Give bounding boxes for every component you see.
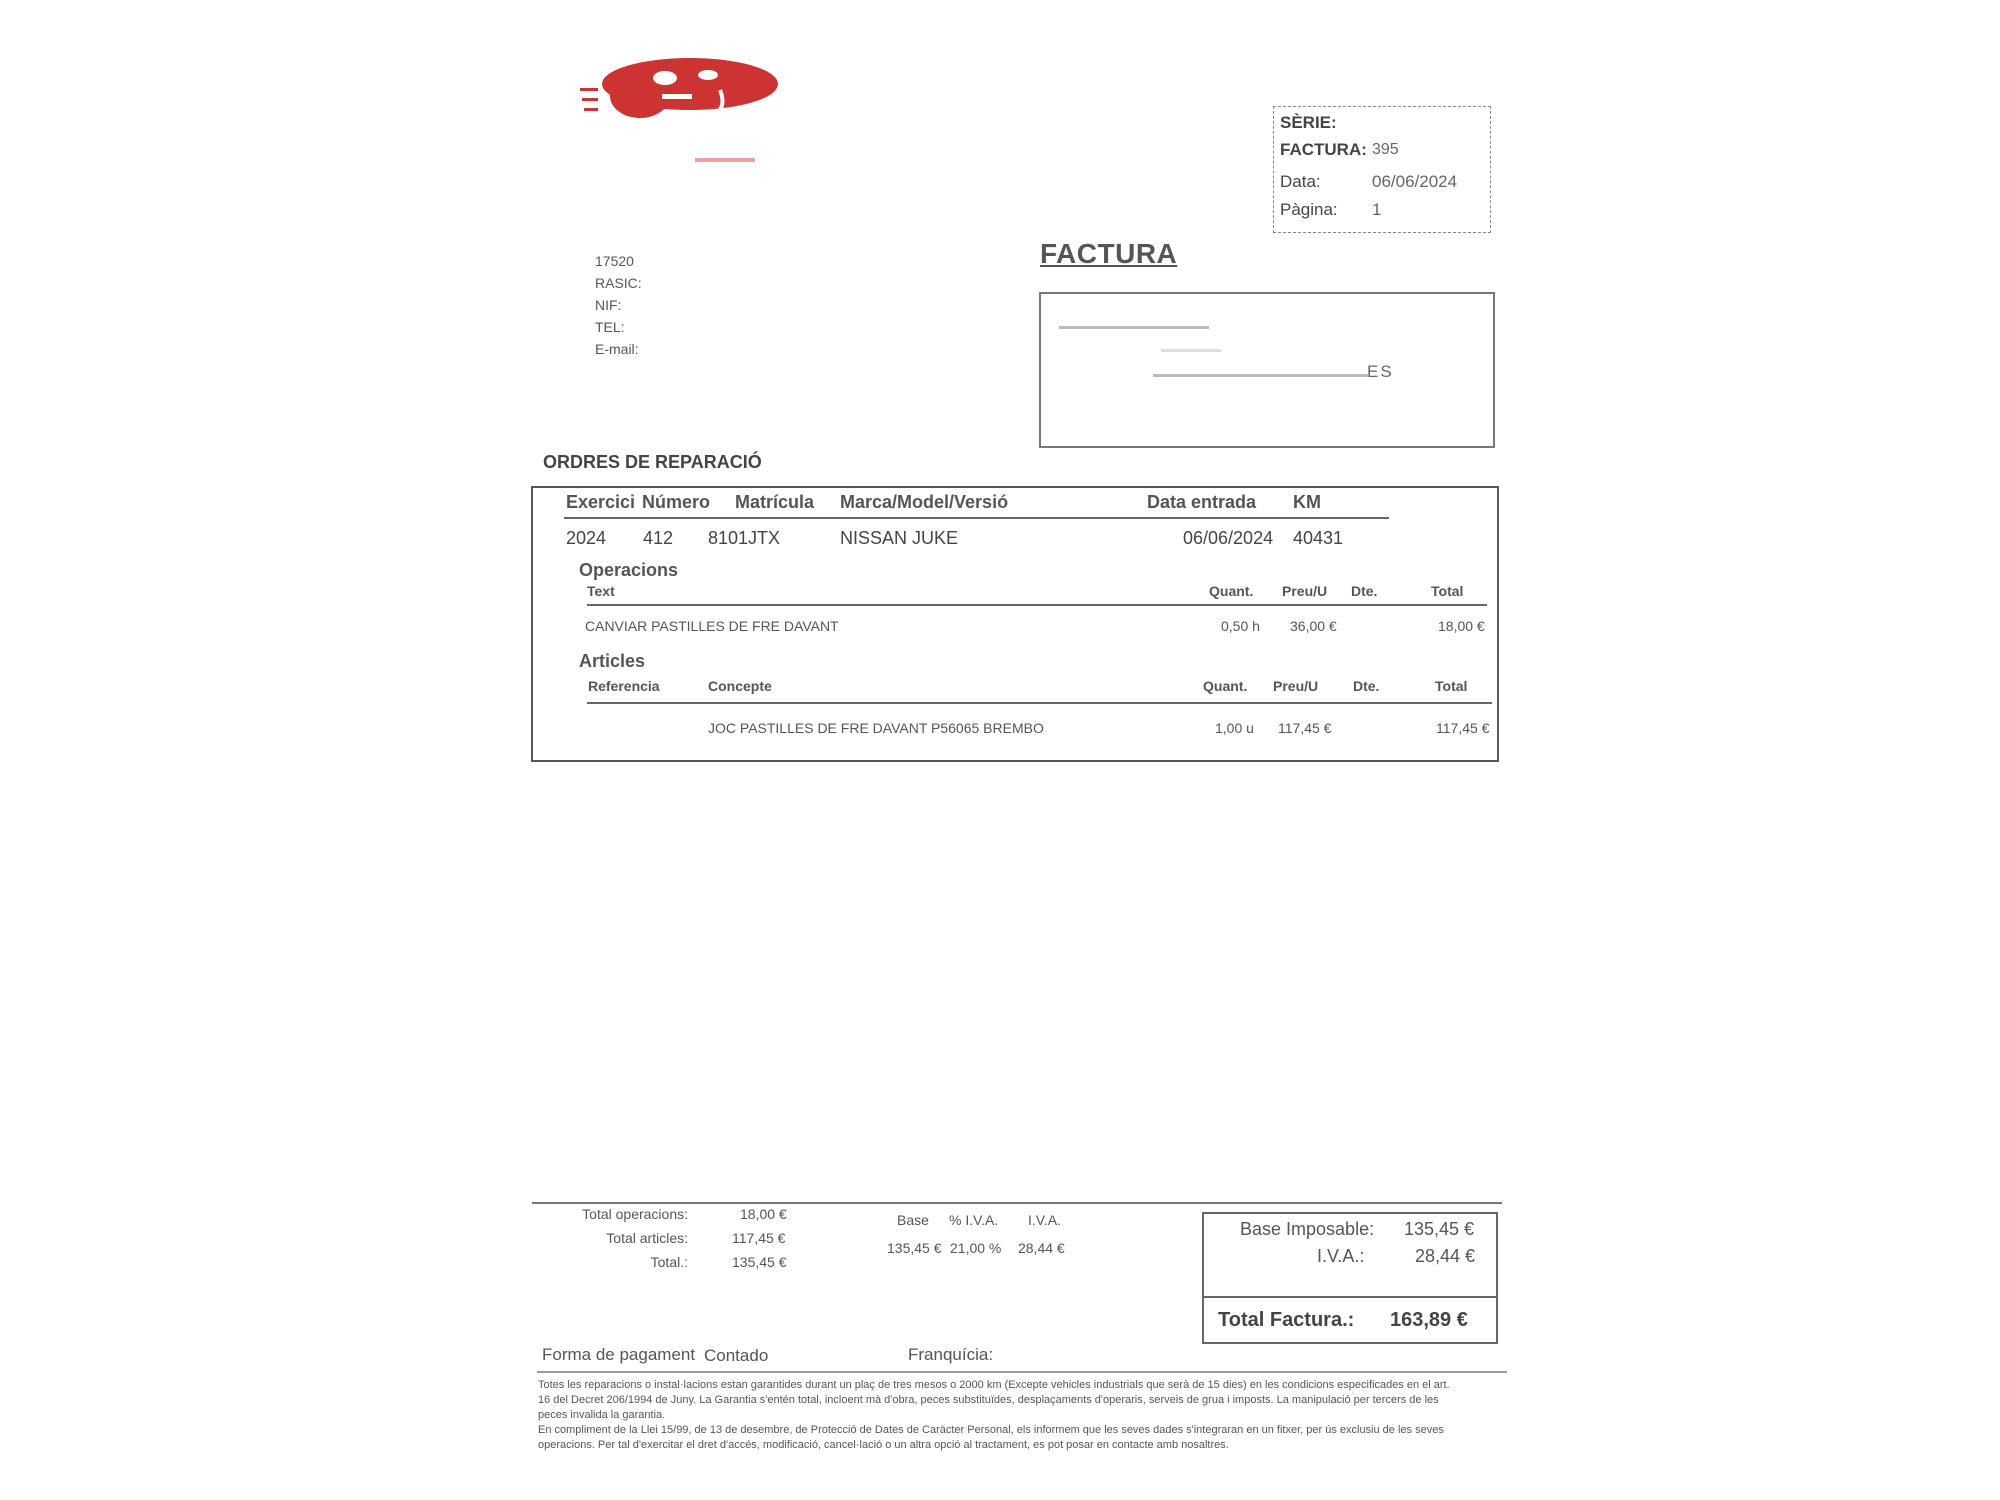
col-quant: Quant.	[1203, 678, 1248, 694]
guarantee-text: Totes les reparacions o instal·lacions estan garantides durant un plaç de tres mesos o 2000 km (Excepte vehicles industrials que serà de 15 dies) en les condicions especificades en el art. 16 del Decret 206/1994 de Juny. La Garantia s'entén total, incloent mà d'obra, peces substituïdes, desplaçaments d'operaris, serveis de grua i imposts. La manipulació per tercers de les peces invalida la garantia.	[538, 1379, 1450, 1421]
operacions-title: Operacions	[579, 560, 679, 580]
operacio-text: CANVIAR PASTILLES DE FRE DAVANT	[585, 618, 839, 634]
total-factura-label: Total Factura.:	[1218, 1309, 1355, 1331]
iva-col-base: Base	[897, 1212, 929, 1228]
col-exercici: Exercici	[566, 492, 636, 512]
order-matricula: 8101JTX	[708, 528, 781, 548]
col-total: Total	[1435, 678, 1468, 694]
tel-label: TEL:	[595, 319, 625, 335]
col-concepte: Concepte	[708, 678, 772, 694]
order-exercici: 2024	[566, 528, 607, 548]
col-preu: Preu/U	[1282, 583, 1328, 599]
col-data-entrada: Data entrada	[1147, 492, 1257, 512]
article-preu: 117,45 €	[1278, 720, 1332, 736]
redacted-text	[1161, 349, 1221, 352]
operacio-preu: 36,00 €	[1290, 618, 1337, 634]
company-info	[595, 250, 642, 360]
col-matricula: Matrícula	[735, 492, 815, 512]
client-box	[1039, 292, 1495, 448]
factura-label: FACTURA:	[1280, 140, 1367, 159]
invoice-summary-box	[1202, 1212, 1498, 1344]
divider	[587, 604, 1487, 606]
iva-iva-value: 28,44 €	[1018, 1240, 1065, 1256]
col-numero: Número	[642, 492, 711, 512]
email-label: E-mail:	[595, 341, 639, 357]
legal-notice	[538, 1378, 1463, 1453]
col-quant: Quant.	[1209, 583, 1254, 599]
total-articles-label: Total articles:	[606, 1230, 688, 1246]
footer-divider	[537, 1371, 1507, 1373]
document-title: FACTURA	[1040, 238, 1178, 269]
article-concepte: JOC PASTILLES DE FRE DAVANT P56065 BREMBO	[708, 720, 1044, 736]
divider	[564, 517, 1389, 519]
iva-col-pct: % I.V.A.	[949, 1212, 999, 1228]
postal-code: 17520	[595, 253, 634, 269]
data-label: Data:	[1280, 172, 1321, 191]
total-articles-value: 117,45 €	[732, 1230, 786, 1246]
iva-value: 28,44 €	[1415, 1246, 1476, 1266]
order-numero: 412	[643, 528, 674, 548]
col-marca: Marca/Model/Versió	[840, 492, 1009, 512]
total-label: Total.:	[650, 1254, 688, 1270]
rasic-label: RASIC:	[595, 275, 642, 291]
operacio-quant: 0,50 h	[1221, 618, 1260, 634]
totals-divider	[532, 1202, 1502, 1204]
iva-col-iva: I.V.A.	[1028, 1212, 1061, 1228]
franquicia-label: Franquícia:	[908, 1345, 994, 1364]
total-factura-value: 163,89 €	[1390, 1309, 1468, 1331]
iva-pct-value: 21,00 %	[950, 1240, 1002, 1256]
order-km: 40431	[1293, 528, 1344, 548]
redacted-text	[1059, 326, 1209, 329]
pagina-value: 1	[1372, 200, 1382, 219]
order-marca: NISSAN JUKE	[840, 528, 959, 548]
col-dte: Dte.	[1353, 678, 1380, 694]
repair-orders-table	[531, 486, 1499, 762]
article-total: 117,45 €	[1436, 720, 1490, 736]
factura-number: 395	[1372, 141, 1399, 158]
article-quant: 1,00 u	[1215, 720, 1254, 736]
privacy-text: En compliment de la Llei 15/99, de 13 de desembre, de Protecció de Dates de Caràcter Personal, els informem que les seves dades s'integraran en un fitxer, per ús exclusiu de les seves operacions. Per tal d'exercitar el dret d'accés, modificació, cancel·lació o un altra opció al tractament, es pot posar en contacte amb nosaltres.	[538, 1424, 1444, 1451]
col-text: Text	[587, 583, 615, 599]
client-address-fragment: ES	[1367, 362, 1394, 381]
col-dte: Dte.	[1351, 583, 1378, 599]
data-value: 06/06/2024	[1372, 172, 1458, 191]
col-referencia: Referencia	[588, 678, 660, 694]
serie-label: SÈRIE:	[1280, 113, 1337, 132]
iva-label: I.V.A.:	[1317, 1246, 1365, 1266]
invoice-meta-box	[1273, 106, 1491, 233]
divider	[587, 702, 1492, 704]
forma-pagament-label: Forma de pagament	[542, 1345, 696, 1364]
total-value: 135,45 €	[732, 1254, 787, 1270]
operacio-total: 18,00 €	[1438, 618, 1485, 634]
col-total: Total	[1431, 583, 1464, 599]
total-operacions-value: 18,00 €	[740, 1206, 787, 1222]
redacted-text	[1153, 374, 1368, 377]
divider	[1204, 1296, 1496, 1298]
pagina-label: Pàgina:	[1280, 200, 1338, 219]
orders-title: ORDRES DE REPARACIÓ	[543, 452, 762, 472]
nif-label: NIF:	[595, 297, 622, 313]
iva-base-value: 135,45 €	[887, 1240, 942, 1256]
base-imposable-value: 135,45 €	[1404, 1219, 1475, 1239]
col-preu: Preu/U	[1273, 678, 1319, 694]
base-imposable-label: Base Imposable:	[1240, 1219, 1375, 1239]
col-km: KM	[1293, 492, 1321, 512]
articles-title: Articles	[579, 651, 646, 671]
total-operacions-label: Total operacions:	[582, 1206, 688, 1222]
company-logo	[580, 50, 820, 170]
order-data-entrada: 06/06/2024	[1183, 528, 1274, 548]
forma-pagament-value: Contado	[704, 1346, 769, 1365]
